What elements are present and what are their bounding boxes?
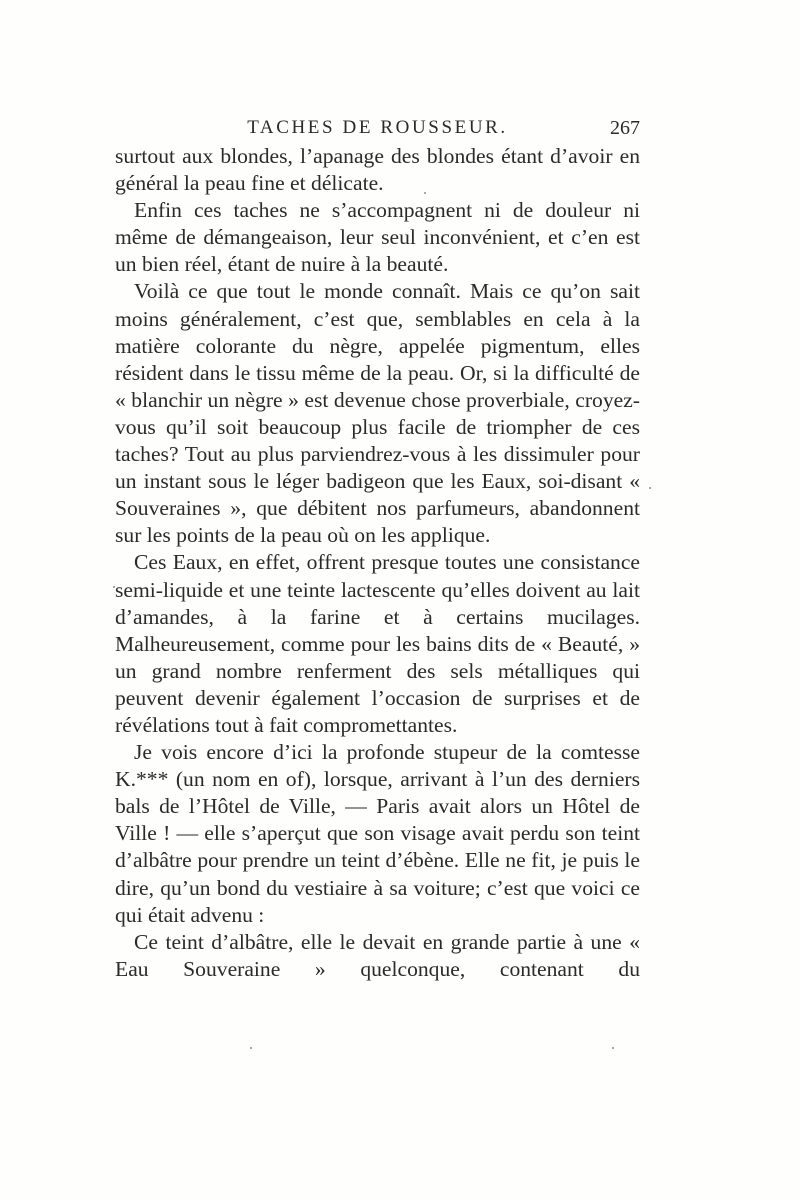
ink-speck [250,1047,252,1049]
paragraph: Ce teint d’albâtre, elle le devait en grande partie à une « Eau Souveraine » quelconque, contenant du [115,929,640,981]
paragraph: Voilà ce que tout le monde connaît. Mais ce qu’on sait moins généralement, c’est que, semblables en cela à la matière colorante du nègre, appelée pigmentum, elles résident dans le tissu même de la peau. Or, si la difficulté de « blanchir un nègre » est devenue chose proverbiale, croyez-vous qu’il soit beaucoup plus facile de triompher de ces taches? Tout au plus parviendrez-vous à les dissimuler pour un instant sous le léger badigeon que les Eaux, soi-disant « Souveraines », que débitent nos parfumeurs, abandonnent sur les points de la peau où on les applique. [115,279,640,548]
page-number: 267 [610,117,640,139]
ink-speck [612,1047,614,1049]
running-header [115,113,640,143]
body-text [115,143,640,983]
ink-speck [424,192,426,194]
ink-speck [649,487,651,489]
paragraph: Je vois encore d’ici la profonde stupeur de la comtesse K.*** (un nom en of), lorsque, arrivant à l’un des derniers bals de l’Hôtel de Ville, — Paris avait alors un Hôtel de Ville ! — elle s’aperçut que son visage avait perdu son teint d’albâtre pour prendre un teint d’ébène. Elle ne fit, je puis le dire, qu’un bond du vestiaire à sa voiture; c’est que voici ce qui était advenu : [115,740,640,927]
paragraph: Ces Eaux, en effet, offrent presque toutes une consistance semi-liquide et une teinte lactescente qu’elles doivent au lait d’amandes, à la farine et à certains mucilages. Malheureusement, comme pour les bains dits de « Beauté, » un grand nombre renferment des sels métalliques qui peuvent devenir également l’occasion de surprises et de révélations tout à fait compromettantes. [115,550,640,737]
running-title: TACHES DE ROUSSEUR. [247,117,508,138]
paragraph: Enfin ces taches ne s’accompagnent ni de douleur ni même de démangeaison, leur seul inconvénient, et c’en est un bien réel, étant de nuire à la beauté. [115,198,640,277]
paragraph: surtout aux blondes, l’apanage des blondes étant d’avoir en général la peau fine et délicate. [115,144,640,196]
ink-speck [113,586,115,588]
